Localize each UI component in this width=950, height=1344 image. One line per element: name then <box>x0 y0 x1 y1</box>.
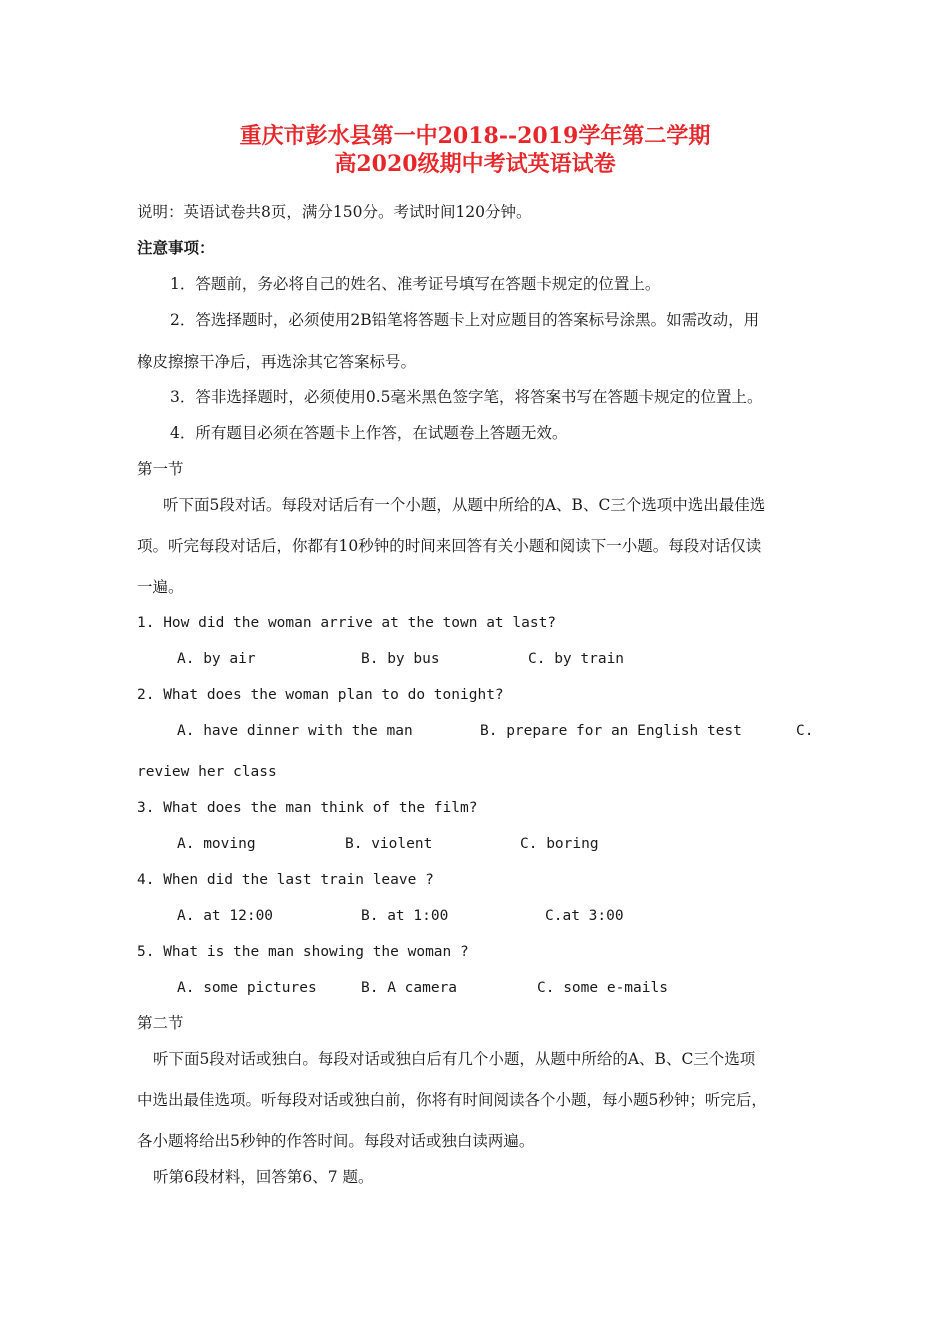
section2-instr-a: 听下面5段对话或独白。每段对话或独白后有几个小题，从题中所给的A、B、C三个选项 <box>153 1050 756 1068</box>
title-line-2: 高2020级期中考试英语试卷 <box>334 151 616 177</box>
q3-option-c: C. boring <box>520 836 599 852</box>
section2-instr-c: 各小题将给出5秒钟的作答时间。每段对话或独白读两遍。 <box>137 1132 535 1150</box>
section1-instr-a: 听下面5段对话。每段对话后有一个小题，从题中所给的A、B、C三个选项中选出最佳选 <box>163 496 766 514</box>
question-3: 3. What does the man think of the film? <box>137 800 478 816</box>
q3-option-a: A. moving <box>177 836 256 852</box>
question-2: 2. What does the woman plan to do tonight? <box>137 687 504 703</box>
section1-heading: 第一节 <box>137 460 184 478</box>
note-item-2b: 橡皮擦擦干净后，再选涂其它答案标号。 <box>137 353 417 371</box>
q2-option-c-text: review her class <box>137 764 277 780</box>
q4-option-a: A. at 12:00 <box>177 908 274 924</box>
notes-heading: 注意事项： <box>137 238 215 257</box>
q2-option-a: A. have dinner with the man <box>177 723 413 739</box>
question-4: 4. When did the last train leave ? <box>137 872 434 888</box>
q2-option-b: B. prepare for an English test <box>480 723 742 739</box>
q5-option-c: C. some e-mails <box>537 980 668 996</box>
section1-instr-b: 项。听完每段对话后，你都有10秒钟的时间来回答有关小题和阅读下一小题。每段对话仅读 <box>137 537 762 555</box>
section1-instr-c: 一遍。 <box>137 578 184 596</box>
note-item-1: 1．答题前，务必将自己的姓名、准考证号填写在答题卡规定的位置上。 <box>170 275 661 293</box>
section2-instr-b: 中选出最佳选项。听每段对话或独白前，你将有时间阅读各个小题，每小题5秒钟；听完后， <box>137 1091 767 1109</box>
question-5: 5. What is the man showing the woman ? <box>137 944 469 960</box>
note-item-3: 3．答非选择题时，必须使用0.5毫米黑色签字笔，将答案书写在答题卡规定的位置上。 <box>170 388 763 406</box>
title-line-1: 重庆市彭水县第一中2018--2019学年第二学期 <box>239 123 711 149</box>
q4-option-c: C.at 3:00 <box>545 908 624 924</box>
note-item-2a: 2．答选择题时，必须使用2B铅笔将答题卡上对应题目的答案标号涂黑。如需改动，用 <box>170 311 760 329</box>
q1-option-a: A. by air <box>177 651 256 667</box>
q2-option-c: C. <box>796 723 814 739</box>
note-item-4: 4．所有题目必须在答题卡上作答，在试题卷上答题无效。 <box>170 424 568 442</box>
intro-text: 说明：英语试卷共8页，满分150分。考试时间120分钟。 <box>137 203 532 221</box>
q3-option-b: B. violent <box>345 836 433 852</box>
q4-option-b: B. at 1:00 <box>361 908 449 924</box>
question-1: 1. How did the woman arrive at the town at last? <box>137 615 557 631</box>
section2-heading: 第二节 <box>137 1014 184 1032</box>
q1-option-c: C. by train <box>528 651 625 667</box>
q5-option-b: B. A camera <box>361 980 458 996</box>
q5-option-a: A. some pictures <box>177 980 317 996</box>
q1-option-b: B. by bus <box>361 651 440 667</box>
material-6-heading: 听第6段材料，回答第6、7 题。 <box>153 1168 374 1186</box>
